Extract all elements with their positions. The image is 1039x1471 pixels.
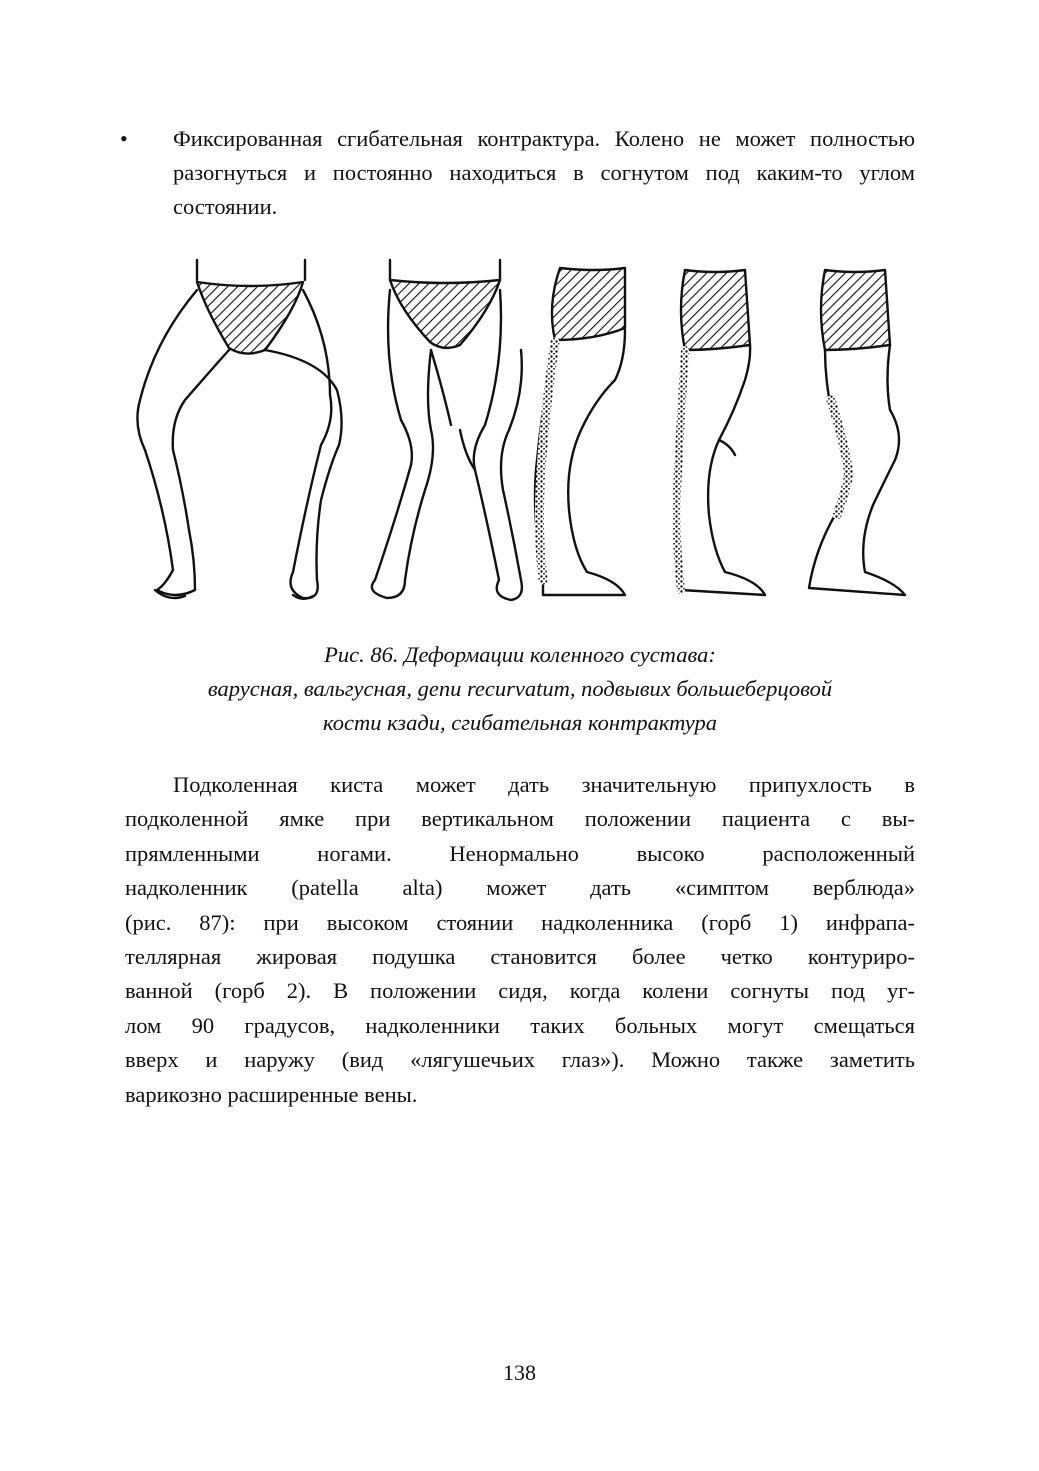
flexion-contracture-leg-drawing [809,270,905,595]
page-number: 138 [503,1360,536,1385]
caption-line: варусная, вальгусная, genu recurvatum, подвывих большеберцовой [207,676,833,701]
genu-recurvatum-leg-drawing [535,268,625,595]
knee-deformities-figure [125,250,920,612]
bullet-item [120,122,915,224]
valgus-legs-drawing [372,260,522,600]
paragraph-line: ванной (горб 2). В положении сидя, когда колени согнуты под уг- [125,978,915,1004]
paragraph-line: вверх и наружу (вид «лягушечьих глаз»). Можно также заметить [125,1047,915,1073]
paragraph-line: варикозно расширенные вены. [125,1081,418,1107]
paragraph-line: подколенной ямке при вертикальном положении пациента с вы- [125,806,915,832]
tibial-subluxation-leg-drawing [676,270,765,595]
paragraph-line: лом 90 градусов, надколенники таких больных могут смещаться [125,1012,915,1038]
legs-illustration [125,250,920,612]
paragraph-line: Подколенная киста может дать значительную припухлость в [173,772,915,797]
paragraph-line: (рис. 87): при высоком стоянии надколенника (горб 1) инфрапа- [125,909,915,935]
body-paragraph [125,768,915,1112]
figure-caption [100,638,940,740]
bullet-text: Фиксированная сгибательная контрактура. Колено не может полностью разогнуться и постоянно находиться в согнутом под каким-то углом состоянии. [173,126,915,219]
bullet-marker: • [120,126,128,151]
caption-line: кости кзади, сгибательная контрактура [323,710,717,735]
paragraph-line: прямленными ногами. Ненормально высоко расположенный [125,840,915,866]
paragraph-line: теллярная жировая подушка становится более четко контуриро- [125,943,915,969]
varus-legs-drawing [137,260,341,599]
caption-title: Рис. 86. Деформации коленного сустава: [324,642,716,667]
paragraph-line: надколенник (patella alta) может дать «симптом верблюда» [125,875,915,901]
